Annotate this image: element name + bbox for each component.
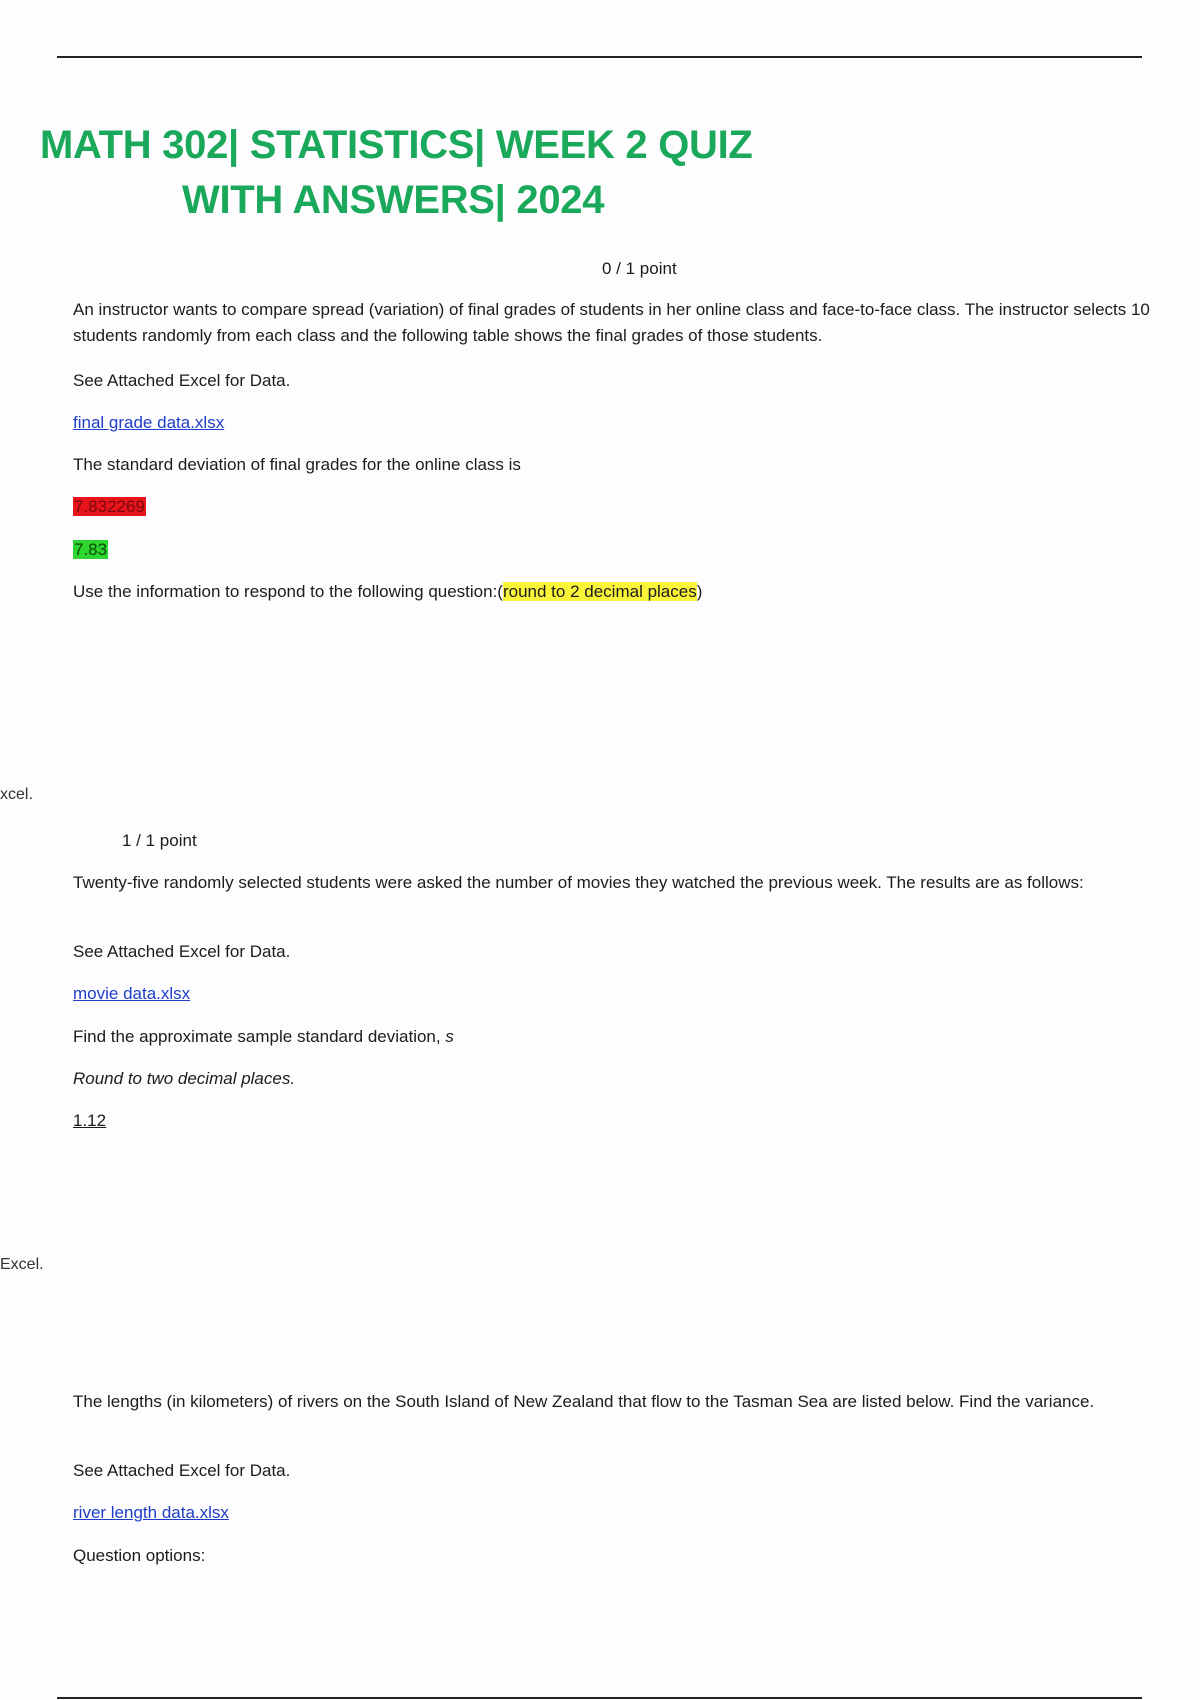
- q2-question-var: s: [445, 1027, 454, 1046]
- q1-wrong-answer: 7.832269: [74, 497, 145, 516]
- q1-edge-text: xcel.: [0, 786, 33, 803]
- q1-instruction: [73, 579, 1158, 605]
- q1-see-attached: See Attached Excel for Data.: [73, 371, 291, 390]
- top-rule: [57, 56, 1142, 58]
- title-line-2: WITH ANSWERS| 2024: [182, 178, 605, 222]
- q1-instruction-prefix: Use the information to respond to the following question:(: [73, 582, 503, 601]
- q2-points: 1 / 1 point: [122, 831, 197, 850]
- document-title: [40, 118, 753, 228]
- q2-see-attached: See Attached Excel for Data.: [73, 942, 291, 961]
- q2-question: [73, 1024, 1158, 1050]
- q1-prompt: An instructor wants to compare spread (variation) of final grades of students in her online class and face-to-face class. The instructor selects 10 students randomly from each class and the following table shows the final grades of those students.: [73, 300, 1150, 345]
- q3-see-attached: See Attached Excel for Data.: [73, 1461, 291, 1480]
- q3-prompt: The lengths (in kilometers) of rivers on the South Island of New Zealand that flow to the Tasman Sea are listed below. Find the variance.: [73, 1392, 1095, 1411]
- q2-answer: 1.12: [73, 1111, 107, 1130]
- q1-question: The standard deviation of final grades for the online class is: [73, 455, 521, 474]
- title-line-1: MATH 302| STATISTICS| WEEK 2 QUIZ: [40, 123, 753, 167]
- q2-prompt: Twenty-five randomly selected students were asked the number of movies they watched the previous week. The results are as follows:: [73, 873, 1084, 892]
- q1-file-link[interactable]: final grade data.xlsx: [73, 413, 225, 432]
- q2-question-prefix: Find the approximate sample standard deviation,: [73, 1027, 446, 1046]
- q1-correct-answer: 7.83: [74, 540, 108, 559]
- q1-instruction-suffix: ): [696, 582, 703, 601]
- q3-options-label: Question options:: [73, 1546, 206, 1565]
- bottom-rule: [57, 1697, 1142, 1699]
- q2-edge-text: Excel.: [0, 1256, 44, 1273]
- q2-rounding: Round to two decimal places.: [73, 1069, 296, 1088]
- q1-instruction-highlight: round to 2 decimal places: [502, 582, 697, 601]
- q1-points: 0 / 1 point: [602, 259, 677, 278]
- q2-file-link[interactable]: movie data.xlsx: [73, 984, 191, 1003]
- q3-file-link[interactable]: river length data.xlsx: [73, 1503, 229, 1522]
